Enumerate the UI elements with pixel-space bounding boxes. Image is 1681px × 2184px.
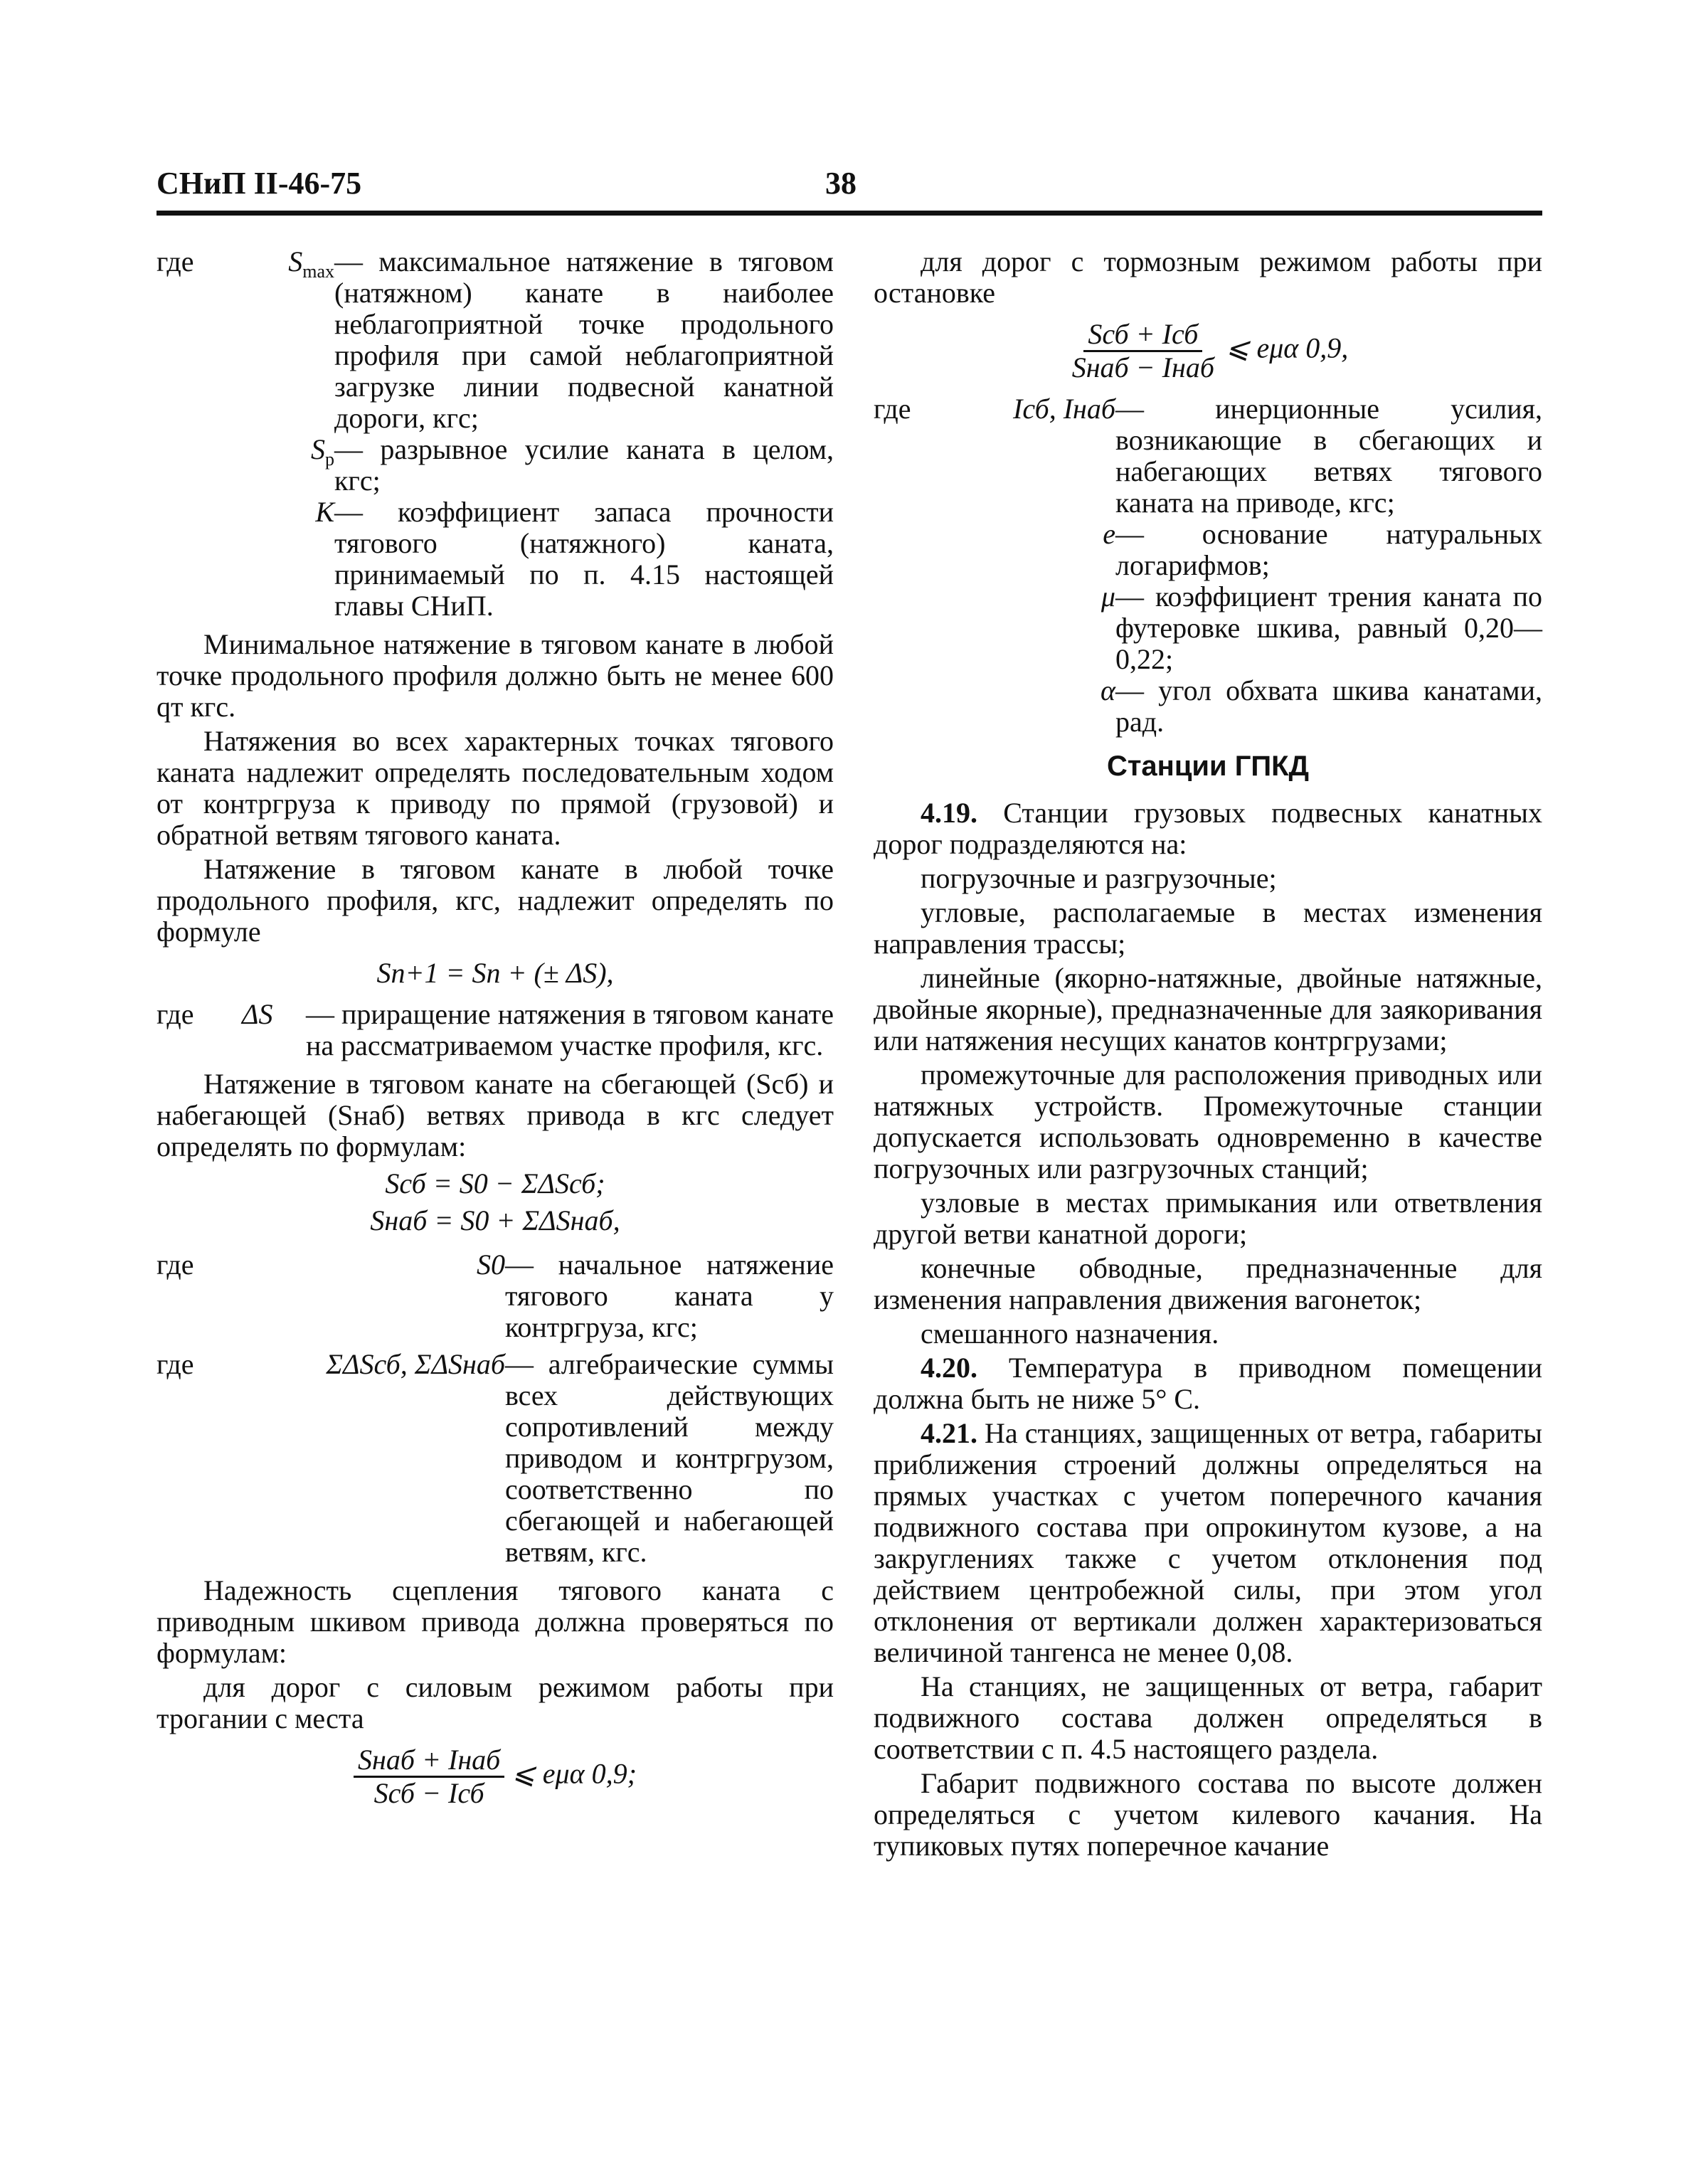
- right-column: [874, 246, 1542, 1865]
- fraction-numerator: Sнаб + Iнаб: [354, 1744, 504, 1778]
- symbol-s: S: [288, 245, 303, 277]
- definition-text: — начальное натяжение тягового каната у контргруза, кгс;: [505, 1249, 834, 1343]
- formula-fraction: [874, 319, 1542, 383]
- symbol-k-letter: K: [315, 496, 334, 528]
- symbol-s: S: [311, 433, 325, 465]
- symbol-text: Iсб, Iнаб: [1013, 393, 1115, 425]
- paragraph: для дорог с тормозным режимом работы при остановке: [874, 245, 1542, 309]
- symbol-sub-max: max: [302, 261, 334, 282]
- clause-4-19: [874, 797, 1542, 860]
- header-rule: [157, 211, 1542, 216]
- symbol-sub-p: р: [325, 449, 334, 470]
- where-label: где: [874, 393, 911, 425]
- definition-text: — максимальное натяжение в тяговом (натяжном) канате в наиболее неблагоприятной точке продольного профиля при самой неблагоприятной загрузке линии подвесной канатной дороги, кгс;: [334, 245, 834, 434]
- symbol-alpha: [952, 675, 1115, 738]
- list-item: конечные обводные, предназначенные для изменения направления движения вагонеток;: [874, 1252, 1542, 1315]
- document-code: СНиП II-46-75: [157, 166, 362, 201]
- list-item: промежуточные для расположения приводных или натяжных устройств. Промежуточные станции допускается использовать одновременно в качестве погрузочных или разгрузочных станций;: [874, 1059, 1542, 1184]
- list-item: линейные (якорно-натяжные, двойные натяжные, двойные якорные), предназначенные для заякоривания или натяжения несущих канатов контргрузами;: [874, 962, 1542, 1056]
- symbol-smax: [242, 246, 334, 434]
- clause-text: Температура в приводном помещении должна быть не ниже 5° С.: [874, 1352, 1543, 1415]
- symbol-text: α: [1101, 674, 1115, 706]
- definition-sp: [157, 434, 834, 497]
- formula-rhs: ⩽ eμα 0,9;: [511, 1757, 637, 1790]
- list-item: угловые, располагаемые в местах изменения направления трассы;: [874, 896, 1542, 960]
- list-item: смешанного назначения.: [921, 1318, 1219, 1350]
- definition-text: — алгебраические суммы всех действующих сопротивлений между приводом и контргрузом, соответственно по сбегающей и набегающей ветвям, кгс.: [505, 1348, 834, 1568]
- where-label: где: [157, 1249, 194, 1281]
- clause-number: 4.20.: [921, 1352, 977, 1384]
- definition-text: — разрывное усилие каната в целом, кгс;: [334, 433, 834, 497]
- definition-k: [157, 497, 834, 622]
- spacer: [874, 519, 952, 581]
- fraction-denominator: Sсб − Iсб: [373, 1777, 484, 1809]
- list-item: погрузочные и разгрузочные;: [921, 862, 1277, 894]
- paragraph: Минимальное натяжение в тяговом канате в любой точке продольного профиля должно быть не менее 600 qт кгс.: [157, 628, 834, 723]
- symbol-k: [242, 497, 334, 622]
- symbol-delta-s: [242, 999, 306, 1061]
- spacer: [157, 497, 242, 622]
- paragraph: Габарит подвижного состава по высоте должен определяться с учетом килевого качания. На тупиковых путях поперечное качание: [874, 1767, 1542, 1862]
- definition-text: — коэффициент трения каната по футеровке шкива, равный 0,20—0,22;: [1115, 581, 1542, 675]
- page-number: 38: [825, 166, 857, 201]
- left-column: [157, 246, 834, 1819]
- symbol-e: [952, 519, 1115, 581]
- symbol-sums: [299, 1349, 505, 1568]
- paragraph: На станциях, не защищенных от ветра, габарит подвижного состава должен определяться в соответствии с п. 4.5 настоящего раздела.: [874, 1670, 1542, 1765]
- paragraph: Натяжение в тяговом канате в любой точке продольного профиля, кгс, надлежит определять по формуле: [157, 853, 834, 948]
- fraction-denominator: Sнаб − Iнаб: [1071, 351, 1214, 383]
- paragraph: Натяжения во всех характерных точках тягового каната надлежит определять последовательным ходом от контргруза к приводу по прямой (грузовой) и обратной ветвям тягового каната.: [157, 725, 834, 851]
- formula: Sсб = S0 − ΣΔSсб;: [385, 1167, 605, 1199]
- where-label: где: [157, 1348, 194, 1380]
- list-item: узловые в местах примыкания или ответвления другой ветви канатной дороги;: [874, 1187, 1542, 1250]
- clause-4-20: [874, 1352, 1542, 1415]
- where-label: где: [157, 245, 194, 277]
- definition-text: — основание натуральных логарифмов;: [1115, 518, 1542, 581]
- definition-text: — угол обхвата шкива канатами, рад.: [1115, 674, 1542, 738]
- definition-s0: [157, 1249, 834, 1343]
- spacer: [874, 675, 952, 738]
- formula: Sn+1 = Sn + (± ΔS),: [376, 957, 614, 989]
- symbol-sp: [242, 434, 334, 497]
- formula-fraction: [157, 1744, 834, 1809]
- symbol-text: ΔS: [242, 998, 273, 1030]
- definition-e: [874, 519, 1542, 581]
- definition-mu: [874, 581, 1542, 675]
- symbol-text: μ: [1101, 581, 1115, 613]
- definition-inertia: [874, 393, 1542, 519]
- paragraph: Надежность сцепления тягового каната с приводным шкивом привода должна проверяться по формулам:: [157, 1574, 834, 1669]
- definition-text: — приращение натяжения в тяговом канате на рассматриваемом участке профиля, кгс.: [306, 998, 834, 1061]
- section-heading: Станции ГПКД: [1106, 751, 1310, 782]
- fraction: [1068, 319, 1219, 383]
- definition-smax: [157, 246, 834, 434]
- spacer: [874, 581, 952, 675]
- symbol-text: S0: [477, 1249, 505, 1281]
- clause-number: 4.19.: [921, 797, 977, 829]
- definition-text: — коэффициент запаса прочности тягового (натяжного) каната, принимаемый по п. 4.15 настоящей главы СНиП.: [334, 496, 834, 622]
- paragraph: Натяжение в тяговом канате на сбегающей (Sсб) и набегающей (Sнаб) ветвях привода в кгс следует определять по формулам:: [157, 1068, 834, 1162]
- fraction: [354, 1744, 504, 1809]
- symbol-text: ΣΔSсб, ΣΔSнаб: [326, 1348, 505, 1380]
- clause-text: На станциях, защищенных от ветра, габариты приближения строений должны определяться на прямых участках с учетом поперечного качания подвижного состава при опрокинутом кузове, а на закруглениях также с учетом отклонения под действием центробежной силы, при этом угол отклонения от вертикали должен характеризоваться величиной тангенса не менее 0,08.: [874, 1417, 1542, 1668]
- clause-4-21: [874, 1418, 1542, 1668]
- definition-alpha: [874, 675, 1542, 738]
- fraction-numerator: Sсб + Iсб: [1083, 319, 1202, 352]
- paragraph: для дорог с силовым режимом работы при трогании с места: [157, 1671, 834, 1734]
- clause-text: Станции грузовых подвесных канатных дорог подразделяются на:: [874, 797, 1543, 860]
- symbol-mu: [952, 581, 1115, 675]
- formula-rhs: ⩽ eμα 0,9,: [1225, 332, 1349, 364]
- where-label: где: [157, 998, 194, 1030]
- symbol-s0: [455, 1249, 505, 1343]
- formula: Sнаб = S0 + ΣΔSнаб,: [370, 1204, 620, 1236]
- definition-sums: [157, 1349, 834, 1568]
- definition-text: — инерционные усилия, возникающие в сбегающих и набегающих ветвях тягового каната на приводе, кгс;: [1115, 393, 1542, 519]
- clause-number: 4.21.: [921, 1417, 977, 1449]
- spacer: [157, 434, 242, 497]
- symbol-inertia: [952, 393, 1115, 519]
- definition-delta-s: [157, 999, 834, 1061]
- symbol-text: e: [1103, 518, 1115, 550]
